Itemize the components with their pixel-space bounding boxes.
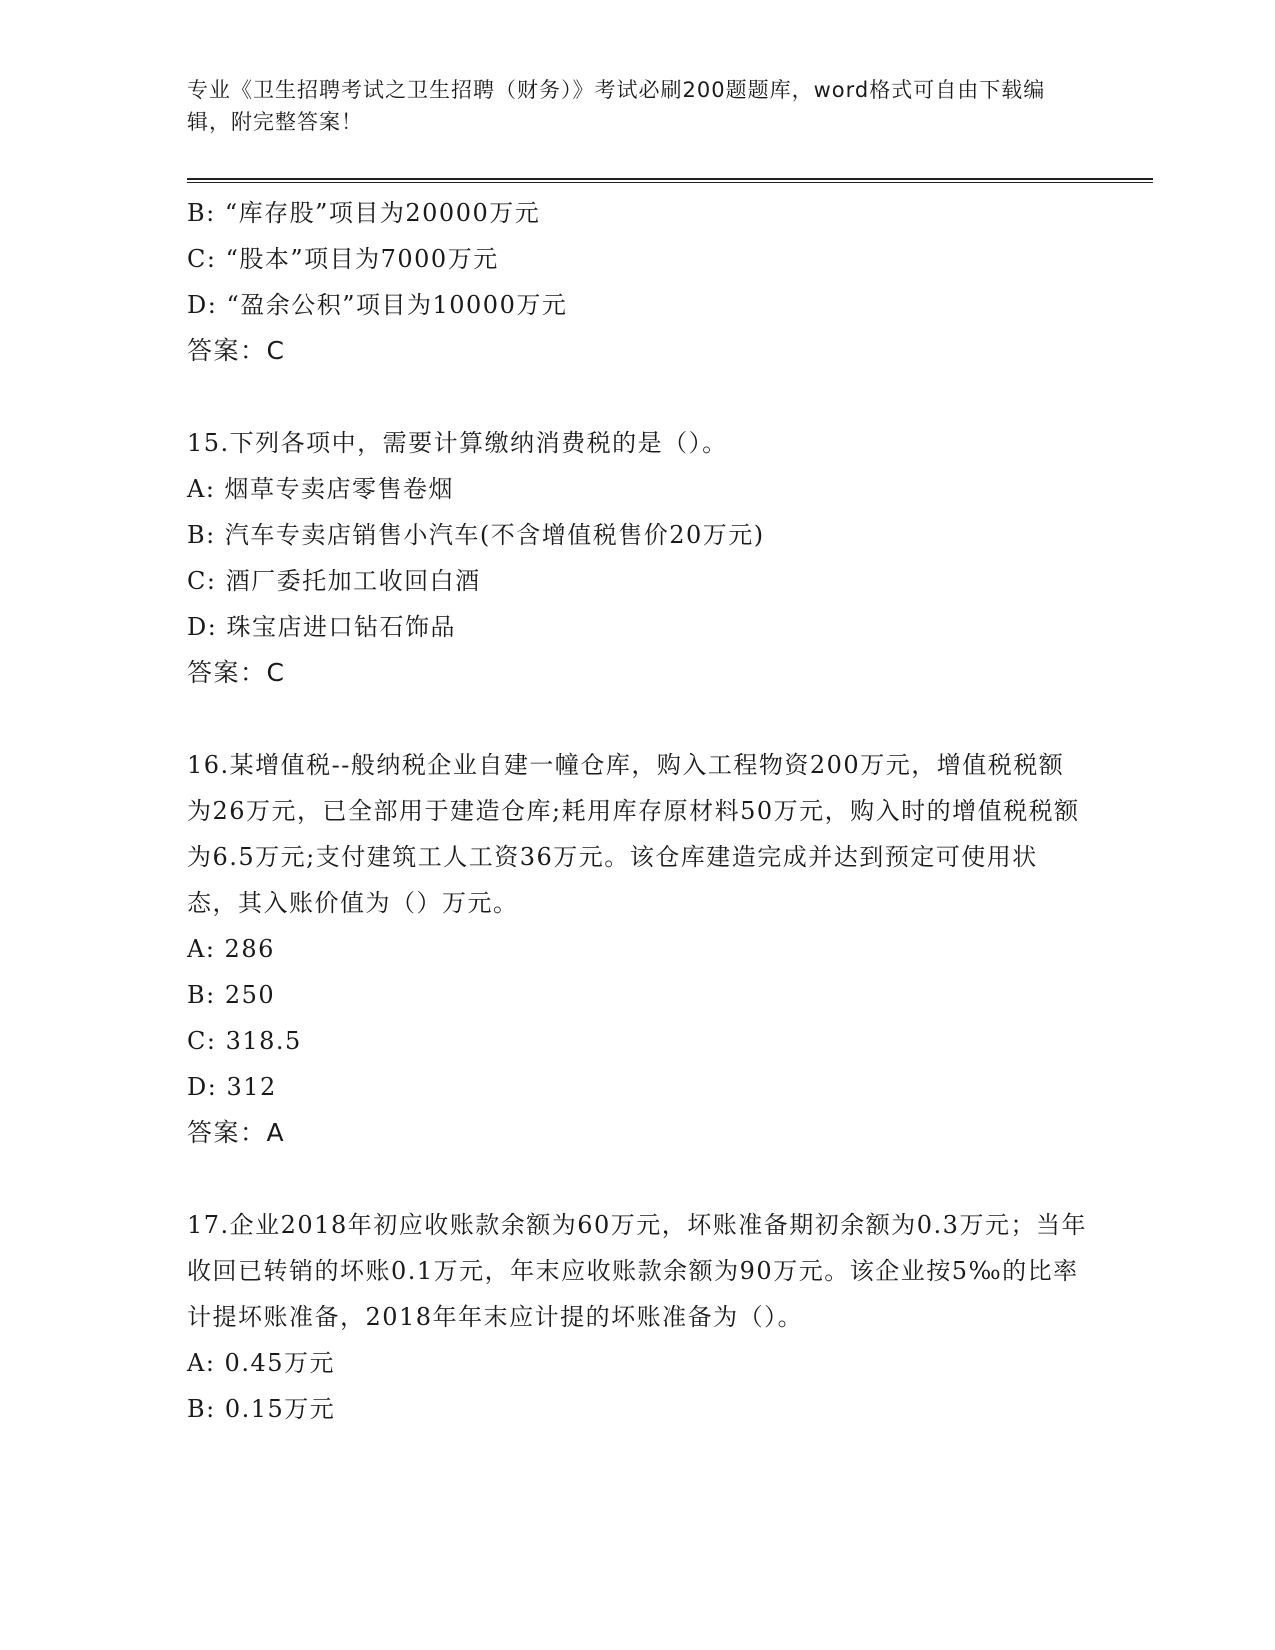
option-b: B: 0.15万元 (187, 1395, 336, 1423)
spacer (187, 1156, 1087, 1202)
spacer (187, 696, 1087, 742)
header-rule-thick (187, 178, 1153, 180)
question-15 (187, 420, 1087, 696)
option-d: D: 312 (187, 1073, 277, 1101)
question-17 (187, 1202, 1087, 1432)
question-stem: 16.某增值税--般纳税企业自建一幢仓库，购入工程物资200万元，增值税税额为26万元，已全部用于建造仓库;耗用库存原材料50万元，购入时的增值税税额为6.5万元;支付建筑工人工资36万元。该仓库建造完成并达到预定可使用状态，其入账价值为（）万元。 (187, 751, 1080, 917)
option-c: C: “股本”项目为7000万元 (187, 245, 499, 273)
option-a: A: 0.45万元 (187, 1349, 335, 1377)
option-c: C: 318.5 (187, 1027, 302, 1055)
question-14-tail (187, 190, 1087, 374)
option-c: C: 酒厂委托加工收回白酒 (187, 567, 481, 595)
question-stem: 17.企业2018年初应收账款余额为60万元，坏账准备期初余额为0.3万元；当年收回已转销的坏账0.1万元，年末应收账款余额为90万元。该企业按5‰的比率计提坏账准备，2018年年末应计提的坏账准备为（）。 (187, 1211, 1087, 1331)
document-title: 专业《卫生招聘考试之卫生招聘（财务）》考试必刷200题题库，word格式可自由下载编辑，附完整答案！ (187, 78, 1046, 134)
option-b: B: “库存股”项目为20000万元 (187, 199, 541, 227)
answer: 答案：C (187, 336, 286, 365)
option-b: B: 汽车专卖店销售小汽车(不含增值税售价20万元) (187, 521, 765, 549)
option-a: A: 286 (187, 935, 275, 963)
answer: 答案：C (187, 658, 286, 687)
question-16 (187, 742, 1087, 1156)
document-header (187, 74, 1067, 138)
option-d: D: 珠宝店进口钻石饰品 (187, 613, 456, 641)
answer: 答案：A (187, 1118, 286, 1147)
question-stem: 15.下列各项中，需要计算缴纳消费税的是（）。 (187, 429, 728, 457)
option-d: D: “盈余公积”项目为10000万元 (187, 291, 568, 319)
option-b: B: 250 (187, 981, 276, 1009)
spacer (187, 374, 1087, 420)
option-a: A: 烟草专卖店零售卷烟 (187, 475, 455, 503)
header-rule-thin (187, 182, 1153, 183)
document-body (187, 190, 1087, 1432)
